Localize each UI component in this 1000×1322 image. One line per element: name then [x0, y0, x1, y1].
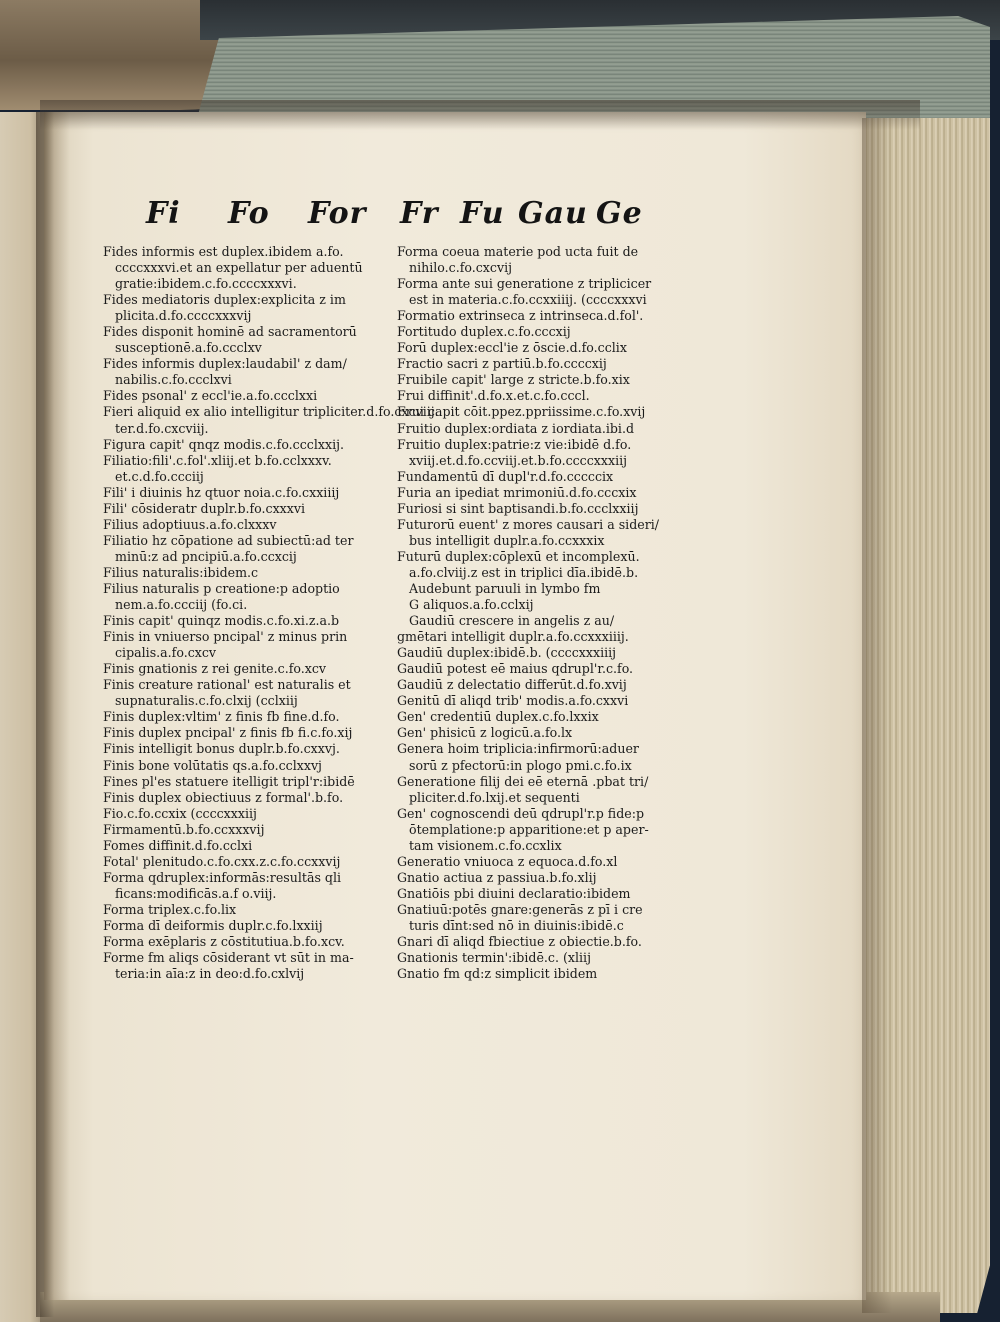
index-entry: Finis gnationis z rei genite.c.fo.xcv	[103, 661, 326, 677]
index-entry: Gnatiuū:potēs gnare:generās z pī i cre	[397, 901, 643, 917]
index-entry: Furia an ipediat mrimoniū.d.fo.cccxix	[397, 484, 637, 500]
index-entry: minū:z ad pncipiū.a.fo.ccxcij	[115, 548, 297, 564]
index-entry: Filiatio:fili'.c.fol'.xliij.et b.fo.cclxxxv.	[103, 452, 332, 468]
index-entry: Fundamentū dī dupl'r.d.fo.cccccix	[397, 468, 614, 484]
index-entry: ter.d.fo.cxcviij.	[115, 420, 209, 436]
index-entry: G aliquos.a.fo.cclxij	[409, 597, 534, 613]
head-word: Fr	[400, 196, 439, 231]
index-entry: Finis bone volūtatis qs.a.fo.cclxxvj	[103, 757, 322, 773]
gutter-shade	[862, 118, 892, 1313]
index-entry: Formatio extrinseca z intrinseca.d.fol'.	[397, 308, 644, 324]
index-entry: Fractio sacri z partiū.b.fo.ccccxij	[397, 356, 607, 372]
index-entry: gratie:ibidem.c.fo.ccccxxxvi.	[115, 276, 297, 292]
index-entry: Generatio vniuoca z equoca.d.fo.xl	[397, 853, 618, 869]
index-entry: Generatione filij dei eē eternā .pbat tri/	[397, 773, 649, 789]
index-entry: nem.a.fo.ccciij (fo.ci.	[115, 597, 248, 613]
index-entry: Finis in vniuerso pncipal' z minus prin	[103, 629, 348, 645]
index-entry: Gaudiū potest eē maius qdrupl'r.c.fo.	[397, 661, 634, 677]
index-entry: Gen' credentiū duplex.c.fo.lxxix	[397, 709, 599, 725]
index-entry: Gnatio fm qd:z simplicit ibidem	[397, 966, 598, 982]
index-entry: Futurū duplex:cōplexū et incomplexū.	[397, 548, 640, 564]
head-word: For	[308, 196, 367, 231]
index-entry: supnaturalis.c.fo.clxij (cclxiij	[115, 693, 298, 709]
index-entry: turis dīnt:sed nō in diuinis:ibidē.c	[409, 917, 624, 933]
index-entry: Gaudiū crescere in angelis z au/	[409, 613, 615, 629]
index-entry: Fines pl'es statuere itelligit tripl'r:ibidē	[103, 773, 355, 789]
index-entry: a.fo.clviij.z est in triplici dīa.ibidē.b.	[409, 564, 639, 580]
index-entry: Gnationis termin':ibidē.c. (xliij	[397, 950, 591, 966]
index-entry: tam visionem.c.fo.ccxlix	[409, 837, 562, 853]
index-entry: Gnatiōis pbi diuini declaratio:ibidem	[397, 885, 631, 901]
index-entry: ccccxxxvi.et an expellatur per aduentū	[115, 260, 363, 276]
index-entry: bus intelligit duplr.a.fo.ccxxxix	[409, 532, 605, 548]
index-entry: Gaudiū z delectatio differūt.d.fo.xvij	[397, 677, 627, 693]
index-entry: Forma coeua materie pod ucta fuit de	[397, 244, 639, 259]
index-entry: Fili' i diuinis hz qtuor noia.c.fo.cxxiiij	[103, 484, 340, 500]
index-entry: sorū z pfectorū:in plogo pmi.c.fo.ix	[409, 757, 632, 773]
head-word: Fo	[228, 196, 270, 231]
index-entry: Forma dī deiformis duplr.c.fo.lxxiij	[103, 917, 323, 933]
index-entry: Fotal' plenitudo.c.fo.cxx.z.c.fo.ccxxvij	[103, 853, 341, 869]
index-entry: Furiosi si sint baptisandi.b.fo.ccclxxiij	[397, 500, 639, 516]
index-entry: Gaudiū duplex:ibidē.b. (ccccxxxiiij	[397, 645, 617, 661]
index-entry: nihilo.c.fo.cxcvij	[409, 260, 513, 276]
index-entry: ōtemplatione:p apparitione:et p aper-	[409, 821, 649, 837]
spine-shadow	[36, 112, 54, 1317]
index-entry: gmētari intelligit duplr.a.fo.ccxxxiiij.	[397, 629, 629, 645]
index-entry: xviij.et.d.fo.ccviij.et.b.fo.ccccxxxiij	[409, 452, 628, 468]
running-head	[146, 196, 686, 236]
index-entry: Finis creature rational' est naturalis et	[103, 677, 351, 693]
index-entry: Finis duplex obiectiuus z formal'.b.fo.	[103, 789, 344, 805]
index-entry: ficans:modificās.a.f o.viij.	[115, 885, 277, 901]
index-entry: Genitū dī aliqd trib' modis.a.fo.cxxvi	[397, 693, 629, 709]
index-entry: Forma qdruplex:informās:resultās qli	[103, 869, 342, 885]
index-entry: Finis capit' quinqz modis.c.fo.xi.z.a.b	[103, 613, 340, 629]
index-entry: Fomes diffinit.d.fo.cclxi	[103, 837, 253, 853]
index-entry: Forma ante sui generatione z triplicicer	[397, 276, 652, 292]
index-entry: Filiatio hz cōpatione ad subiectū:ad ter	[103, 532, 354, 548]
head-word: Fu	[460, 196, 505, 231]
index-entry: Genera hoim triplicia:infirmorū:aduer	[397, 741, 639, 757]
index-entry: Fides psonal' z eccl'ie.a.fo.ccclxxi	[103, 388, 318, 404]
index-entry: Futurorū euent' z mores causari a sideri/	[397, 516, 660, 532]
index-entry: Figura capit' qnqz modis.c.fo.ccclxxij.	[103, 436, 345, 452]
index-entry: susceptionē.a.fo.ccclxv	[115, 340, 262, 356]
index-entry: Frui capit cōit.ppez.ppriissime.c.fo.xvij	[397, 404, 646, 420]
index-entry: et.c.d.fo.ccciij	[115, 468, 204, 484]
index-entry: Fortitudo duplex.c.fo.cccxij	[397, 324, 571, 340]
index-entry: Forū duplex:eccl'ie z ōscie.d.fo.cclix	[397, 340, 627, 356]
index-entry: Fides disponit hominē ad sacramentorū	[103, 324, 357, 340]
index-entry: teria:in aīa:z in deo:d.fo.cxlvij	[115, 966, 305, 982]
index-entry: Finis duplex pncipal' z finis fb fi.c.fo.xij	[103, 725, 353, 741]
index-entry: Fides informis duplex:laudabil' z dam/	[103, 356, 347, 372]
index-entry: Audebunt paruuli in lymbo fm	[409, 580, 601, 596]
index-entry: Gen' cognoscendi deū qdrupl'r.p fide:p	[397, 805, 645, 821]
head-word: Gau	[518, 196, 588, 231]
index-entry: pliciter.d.fo.lxij.et sequenti	[409, 789, 580, 805]
index-entry: Gnari dī aliqd fbiectiue z obiectie.b.fo.	[397, 934, 642, 950]
index-entry: Gnatio actiua z passiua.b.fo.xlij	[397, 869, 597, 885]
index-entry: est in materia.c.fo.ccxxiiij. (ccccxxxvi	[409, 292, 647, 308]
index-entry: Fio.c.fo.ccxix (ccccxxxiij	[103, 805, 257, 821]
index-entry: Filius adoptiuus.a.fo.clxxxv	[103, 516, 277, 532]
index-entry: Forma exēplaris z cōstitutiua.b.fo.xcv.	[103, 934, 345, 950]
index-entry: Gen' phisicū z logicū.a.fo.lx	[397, 725, 573, 741]
index-entry: Filius naturalis p creatione:p adoptio	[103, 580, 340, 596]
index-entry: plicita.d.fo.ccccxxxvij	[115, 308, 252, 324]
index-entry: Finis intelligit bonus duplr.b.fo.cxxvj.	[103, 741, 340, 757]
index-column-left	[103, 244, 439, 982]
index-entry: Forme fm aliqs cōsiderant vt sūt in ma-	[103, 950, 354, 966]
index-entry: Fili' cōsideratr duplr.b.fo.cxxxvi	[103, 500, 306, 516]
index-entry: nabilis.c.fo.ccclxvi	[115, 372, 232, 388]
index-column-right	[397, 244, 687, 982]
head-word: Ge	[596, 196, 643, 231]
index-entry: Forma triplex.c.fo.lix	[103, 901, 237, 917]
head-word: Fi	[146, 196, 181, 231]
index-entry: Fruibile capit' large z stricte.b.fo.xix	[397, 372, 630, 388]
index-entry: Firmamentū.b.fo.ccxxxvij	[103, 821, 265, 837]
index-entry: Fruitio duplex:patrie:z vie:ibidē d.fo.	[397, 436, 632, 452]
index-entry: Frui diffinit'.d.fo.x.et.c.fo.cccl.	[397, 388, 590, 404]
index-entry: cipalis.a.fo.cxcv	[115, 645, 217, 661]
top-shadow	[40, 100, 920, 130]
index-entry: Finis duplex:vltim' z finis fb fine.d.fo.	[103, 709, 340, 725]
index-entry: Fides informis est duplex.ibidem a.fo.	[103, 244, 344, 259]
index-entry: Filius naturalis:ibidem.c	[103, 564, 259, 580]
index-entry: Fruitio duplex:ordiata z iordiata.ibi.d	[397, 420, 635, 436]
index-entry: Fieri aliquid ex alio intelligitur tripliciter.d.fo.cxcviij.	[103, 404, 439, 420]
index-entry: Fides mediatoris duplex:explicita z im	[103, 292, 346, 308]
